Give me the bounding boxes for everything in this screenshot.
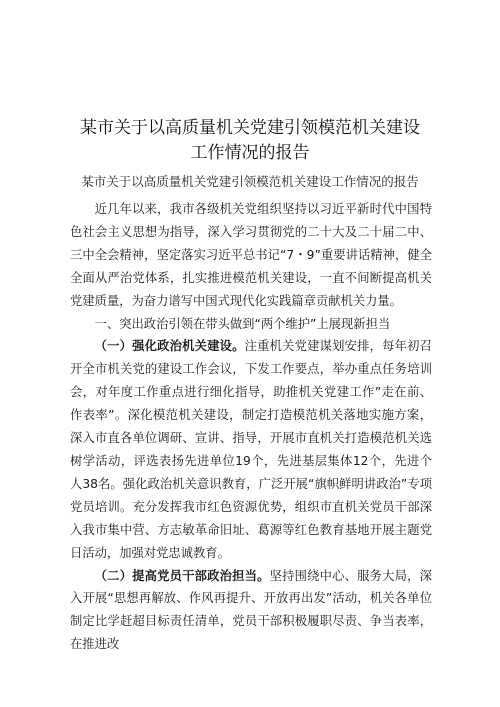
intro-paragraph: 近几年以来，我市各级机关党组织坚持以习近平新时代中国特色社会主义思想为指导，深入学习贯彻党的二十大及二十届二中、三中全会精神，坚定落实习近平总书记“7・9”重要讲话精神，健全全面从严治党体系，扎实推进模范机关建设，一直不间断提高机关党建质量，为奋力谱写中国式现代化实践篇章贡献机关力量。 [70,202,432,308]
subsection-2-text: 坚持围绕中心、服务大局，深入开展“思想再解放、作风再提升、开放再出发”活动，机关各单位制定比学赶超目标责任清单，党员干部积极履职尽责、争当表率，在推进改 [70,568,432,652]
subsection-2-paragraph [70,565,432,657]
subsection-1-paragraph [70,335,432,564]
section-1-heading: 一、突出政治引领在带头做到“两个维护”上展现新担当 [94,316,391,331]
subsection-1-text: 注重机关党建谋划安排，每年初召开全市机关党的建设工作会议，下发工作要点，举办重点任务培训会，对年度工作重点进行细化指导，助推机关党建工作”走在前、作表率”。深化模范机关建设，制定打造模范机关落地实施方案，深入市直各单位调研、宣讲、指导，开展市直机关打造模范机关选树学活动，评选表扬先进单位19个，先进基层集体12个，先进个人38名。强化政治机关意识教育，广泛开展“旗帜鲜明讲政治”专项党员培训。充分发挥我市红色资源优势，组织市直机关党员干部深入我市集中营、方志敏革命旧址、葛源等红色教育基地开展主题党日活动，加强对党忠诚教育。 [70,339,432,560]
document-title [40,116,460,166]
subsection-2-lead: （二）提高党员干部政治担当。 [94,568,270,583]
document-subtitle: 某市关于以高质量机关党建引领模范机关建设工作情况的报告 [81,174,419,189]
subsection-1-lead: （一）强化政治机关建设。 [94,339,245,354]
document-body [70,198,432,656]
title-line-2: 工作情况的报告 [190,143,310,163]
title-line-1: 某市关于以高质量机关党建引领模范机关建设 [80,118,420,138]
